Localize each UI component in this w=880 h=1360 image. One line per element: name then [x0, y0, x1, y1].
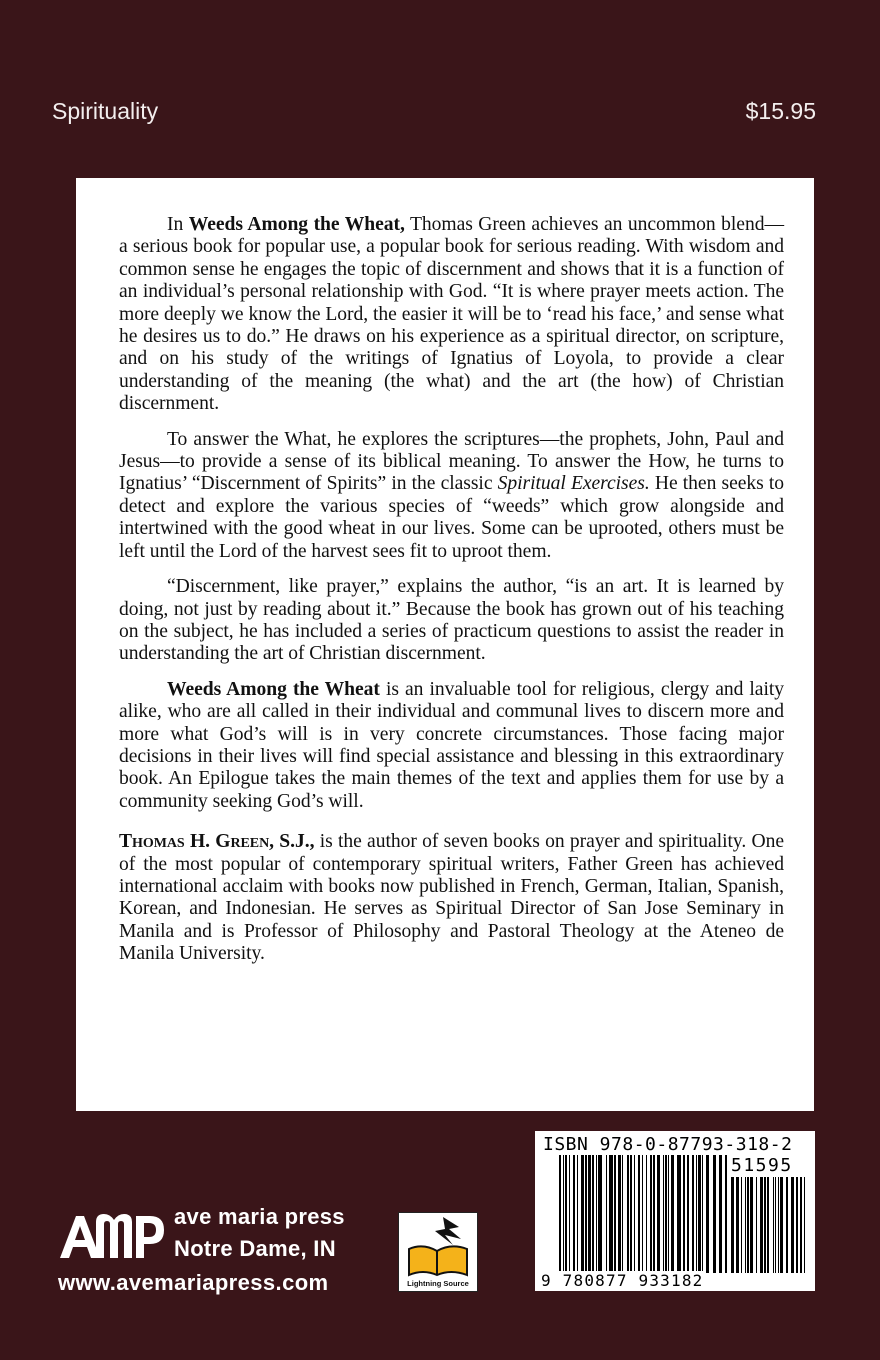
barcode-bar	[573, 1155, 575, 1273]
barcode-bar	[706, 1155, 709, 1273]
barcode-bar	[585, 1155, 587, 1273]
ave-maria-press-logo-icon	[58, 1206, 166, 1264]
barcode-bar	[773, 1177, 774, 1273]
barcode-bar	[764, 1177, 766, 1273]
barcode-bar	[634, 1155, 635, 1273]
barcode-bar	[692, 1155, 694, 1273]
barcode-bar	[677, 1155, 681, 1273]
barcode-bar	[588, 1155, 591, 1273]
blurb-paragraph-3: “Discernment, like prayer,” explains the author, “is an art. It is learned by doing, not just by reading about it.” Because the book has grown out of his teaching on the subject, he has included a series of practicum questions to assist the reader in understanding the art of Christian discernment.	[119, 576, 784, 665]
barcode-bar	[778, 1177, 779, 1273]
blurb-p4-text: is an invaluable tool for religious, clergy and laity alike, who are all called in their individual and communal lives to discern more and more what God’s will is in very concrete circumstances. Those facing major decisions in their lives will find special assistance and blessing in this extraordinary book. An Epilogue takes the main themes of the text and applies them for use by a community seeking God’s will.	[119, 678, 784, 812]
barcode-bar	[563, 1155, 564, 1273]
barcode-bar	[804, 1177, 805, 1273]
blurb-p2-text-b: He then seeks to detect and explore the various species of “weeds” which grow alongside and intertwined with the good wheat in our lives. Some can be uprooted, others must be left until the Lord of the harvest sees fit to uproot them.	[119, 473, 784, 562]
barcode-bar	[796, 1177, 798, 1273]
author-name: Thomas H. Green, S.J.,	[119, 831, 315, 853]
barcode-bar	[791, 1177, 794, 1273]
barcode-bar	[671, 1155, 674, 1273]
barcode-bar	[702, 1155, 703, 1273]
barcode-bar	[756, 1177, 757, 1273]
barcode-bar	[653, 1155, 655, 1273]
isbn-text: ISBN 978-0-87793-318-2	[543, 1134, 793, 1155]
blurb-p1-text: Thomas Green achieves an uncommon blend—a serious book for popular use, a popular book for serious reading. With wisdom and common sense he engages the topic of discernment and shows that it is a function of an individual’s personal relationship with God. “It is where prayer meets action. The more deeply we know the Lord, the easier it will be to ‘read his face,’ and sense what he desires us to do.” He draws on his experience as a spiritual director, on scripture, and on his study of the writings of Ignatius of Loyola, to provide a clear understanding of the meaning (the what) and the art (the how) of Christian discernment.	[119, 214, 784, 415]
blurb-paragraph-4	[119, 679, 784, 813]
barcode-bar	[736, 1177, 739, 1273]
barcode-bar	[606, 1155, 607, 1273]
barcode-bar	[665, 1155, 667, 1273]
barcode-bar	[725, 1155, 727, 1273]
barcode-bar	[627, 1155, 629, 1273]
barcode-bar	[581, 1155, 584, 1273]
price-label: $15.95	[745, 98, 816, 124]
barcode-bar	[569, 1155, 570, 1273]
barcode-bar	[668, 1155, 669, 1273]
barcode-bar	[609, 1155, 613, 1273]
barcode-bar	[741, 1177, 742, 1273]
barcode-bar	[650, 1155, 652, 1273]
author-bio	[119, 831, 784, 965]
barcode-bar	[687, 1155, 689, 1273]
spiritual-exercises-italic: Spiritual Exercises.	[497, 473, 650, 495]
publisher-url: www.avemariapress.com	[58, 1270, 329, 1295]
publisher-city: Notre Dame, IN	[174, 1236, 336, 1261]
barcode-bar	[775, 1177, 776, 1273]
barcode-bar	[646, 1155, 647, 1273]
lightning-source-label: Lightning Source	[407, 1279, 469, 1288]
price-addon-code: 51595	[731, 1155, 793, 1176]
barcode-bar	[630, 1155, 632, 1273]
barcode-bar	[683, 1155, 685, 1273]
description-panel	[76, 178, 814, 1111]
blurb-p1-lead: In	[167, 214, 189, 235]
barcode-bar	[719, 1155, 722, 1273]
barcode-bar	[698, 1155, 701, 1273]
barcode-bar	[800, 1177, 802, 1273]
blurb-p2-text-a: To answer the What, he explores the scriptures—the prophets, John, Paul and Jesus—to provide a sense of its biblical meaning. To answer the How, he turns to Ignatius’ “Discernment of Spirits” in the classic	[119, 428, 784, 495]
barcode-bar	[780, 1177, 783, 1273]
addon-barcode-bars	[731, 1177, 805, 1273]
book-title-bold-2: Weeds Among the Wheat	[167, 678, 380, 700]
ean-number: 9 780877 933182	[541, 1271, 704, 1290]
barcode-bar	[747, 1177, 749, 1273]
barcode-bar	[592, 1155, 594, 1273]
barcode-bar	[618, 1155, 621, 1273]
genre-label: Spirituality	[52, 98, 159, 124]
blurb-paragraph-2	[119, 429, 784, 563]
book-with-lightning-icon	[399, 1213, 477, 1291]
barcode-bar	[663, 1155, 664, 1273]
ean-barcode-bars	[559, 1155, 727, 1273]
barcode-bar	[760, 1177, 763, 1273]
barcode-bar	[559, 1155, 561, 1273]
isbn-barcode	[535, 1131, 815, 1291]
barcode-bar	[638, 1155, 640, 1273]
barcode-bar	[786, 1177, 788, 1273]
barcode-bar	[596, 1155, 597, 1273]
barcode-bar	[731, 1177, 734, 1273]
barcode-bar	[598, 1155, 602, 1273]
lightning-source-logo	[398, 1212, 478, 1292]
publisher-name: ave maria press	[174, 1204, 345, 1229]
barcode-bar	[767, 1177, 769, 1273]
barcode-bar	[745, 1177, 746, 1273]
barcode-bar	[577, 1155, 578, 1273]
book-title-bold: Weeds Among the Wheat,	[188, 214, 405, 235]
barcode-bar	[622, 1155, 623, 1273]
barcode-bar	[713, 1155, 716, 1273]
publisher-block	[58, 1200, 378, 1310]
barcode-bar	[614, 1155, 616, 1273]
barcode-bar	[657, 1155, 660, 1273]
author-bio-text: is the author of seven books on prayer and spirituality. One of the most popular of contemporary spiritual writers, Father Green has achieved international acclaim with books now published in French, German, Italian, Spanish, Korean, and Indonesian. He serves as Spiritual Director of San Jose Seminary in Manila and is Professor of Philosophy and Pastoral Theology at the Ateneo de Manila University.	[119, 831, 784, 965]
barcode-bar	[696, 1155, 697, 1273]
barcode-bar	[565, 1155, 567, 1273]
blurb-paragraph-1	[119, 214, 784, 416]
barcode-bar	[642, 1155, 643, 1273]
barcode-bar	[750, 1177, 753, 1273]
